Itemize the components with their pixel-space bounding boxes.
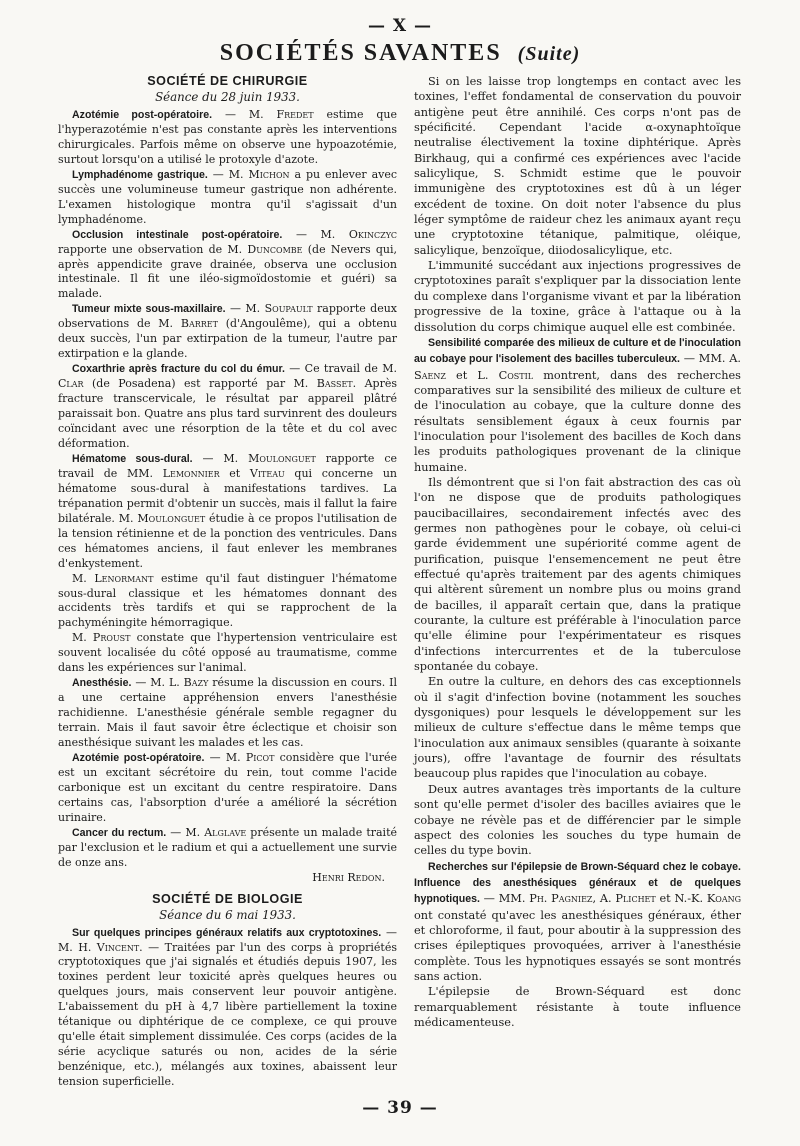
article-heading: Anesthésie. [72, 677, 132, 690]
text-run: — M. [204, 750, 246, 764]
text-run: montrent, dans des recherches comparatives sur la sensibilité des milieux de culture et de l'inoculation au cobaye, que la culture donne des résultats sensiblement égaux à ceux fournis par l'inoculation pour l'isolement des bacilles de Koch dans les produits pathologiques provenant de la clinique humaine. [414, 368, 741, 474]
page-title [0, 40, 800, 67]
article-paragraph [58, 228, 397, 303]
article-paragraph: Ils démontrent que si l'on fait abstraction des cas où l'on ne dispose que de produits pathologiques paucibacillaires, secondairement infectés avec des germes non pathogènes pour le cobaye, où celui-ci garde évidemment une supériorité comme agent de purification, puisque l'ensemencement ne peut être effectué qu'après traitement par des agents chimiques qui altèrent sûrement un nombre plus ou moins grand de bacilles, il apparaît certain que, dans la pratique courante, la culture est préférable à l'inoculation parce qu'elle élimine pour l'expérimentateur es risques d'infections intercurrentes et de la tuberculose spontanée du cobaye. [414, 475, 741, 674]
article-paragraph [58, 452, 397, 572]
article-heading: Recherches sur l'épilepsie de Brown-Séquard chez le cobaye. Influence des anesthésiques généraux et de quelques hypnotiques. [414, 860, 741, 906]
text-run: estime qu'il faut distinguer l'hématome sous-dural classique et les hématomes donnant des accidents très tardifs et qui se rapprochent de la pachyméningite hémorragique. [58, 571, 397, 630]
left-column [58, 74, 397, 1090]
author-name: Ph. Pagniez [529, 892, 593, 906]
author-name: Okinczyc [348, 227, 398, 241]
text-run: — M. [207, 167, 249, 181]
text-run: et [219, 466, 250, 480]
author-name: Moulonguet [248, 451, 316, 465]
text-run: rapporte deux observations de M. [58, 302, 398, 331]
right-column [414, 74, 741, 1030]
author-name: H. Vincent. [78, 940, 143, 954]
author-name: Barret [180, 317, 218, 331]
article-paragraph [58, 676, 397, 751]
article-paragraph [58, 826, 397, 871]
text-run: — M. [225, 302, 265, 316]
text-run: — M. [212, 108, 277, 121]
article-heading: Sensibilité comparée des milieux de culture et de l'inoculation au cobaye pour l'isolement des bacilles tuberculeux. [414, 336, 741, 366]
author-name: L. Bazy [168, 676, 209, 690]
article-heading: Lymphadénome gastrique. [72, 168, 208, 181]
text-run: constate que l'hypertension ventriculaire est souvent localisée du côté opposé au traumatisme, comme dans les expériences sur l'animal. [58, 631, 398, 675]
signature [58, 871, 397, 886]
author-name: Soupault [264, 302, 313, 316]
text-run: ont constaté qu'avec les anesthésiques généraux, éther et chloroforme, il faut, pour aboutir à la suppression des crises épileptiques provoquées, arriver à l'anesthésie complète. Tous les hypnotiques essayés se sont montrés sans action. [414, 908, 741, 983]
article-paragraph [58, 926, 397, 1090]
text-run: — M. [192, 451, 249, 465]
author-name: Moulonguet [137, 511, 206, 525]
article-paragraph: Deux autres avantages très importants de la culture sont qu'elle permet d'isoler des bacilles aviaires que le cobaye ne révèle pas et de différencier par le simple aspect des colonies les souches du type humain de celles du type bovin. [414, 782, 741, 858]
author-name: Fredet [276, 108, 314, 121]
text-run: et [445, 368, 478, 382]
article-paragraph [58, 362, 397, 452]
article-paragraph [414, 859, 741, 985]
article-heading: Azotémie post-opératoire. [72, 751, 205, 764]
article-paragraph [58, 168, 397, 228]
article-paragraph: L'épilepsie de Brown-Séquard est donc remarquablement résistante à toute influence médicamenteuse. [414, 985, 741, 1029]
text-run: rapporte ce travail de MM. [58, 451, 397, 480]
text-run: résume la discussion en cours. Il a une certaine appréhension envers l'anesthésie rachidienne. L'anesthésie générale semble regagner du terrain. Mais il faut savoir être éclectique et choisir son anesthésique suivant les malades et les cas. [58, 676, 398, 750]
text-run: a pu enlever avec succès une volumineuse tumeur gastrique non adhérente. L'examen histologique montra qu'il s'agissait d'un lymphadénome. [58, 167, 398, 226]
author-name: Picot [245, 750, 275, 764]
article-paragraph: Si on les laisse trop longtemps en contact avec les toxines, l'effet fondamental de conservation du pouvoir antigène peut être annihilé. Ces corps n'ont pas de spécificité. Cependant l'acide α-oxynaphtoïque neutralise électivement la toxine diphtérique. Après Birkhaug, qui a confirmé ces expériences avec l'acide salicylique, S. Schmidt estime que le pouvoir immunigène des cryptotoxines est dû à un léger excédent de toxine. On doit noter l'absence du plus léger symptôme de raideur chez les animaux ayant reçu une cryptotoxine tétanique, palmitique, oléique, salicylique, benzoïque, diiodosalicylique, etc. [414, 75, 741, 257]
text-run: — Ce travail de M. [284, 362, 397, 376]
text-run: (de Posadena) est rapporté par M. [83, 377, 317, 391]
text-run: — M. [282, 227, 349, 241]
article-heading: Tumeur mixte sous-maxillaire. [72, 303, 226, 316]
text-run: — MM. [680, 352, 730, 366]
author-name: Lenormant [94, 571, 154, 585]
article-heading: Occlusion intestinale post-opératoire. [72, 228, 283, 241]
author-name: Clar [58, 377, 84, 391]
author-name: A. Saenz [414, 352, 741, 382]
article-paragraph [58, 302, 397, 362]
article-paragraph [414, 335, 741, 475]
section-title-biologie: SOCIÉTÉ DE BIOLOGIE [152, 891, 303, 906]
article-heading: Sur quelques principes généraux relatifs aux cryptotoxines. [72, 926, 382, 939]
author-name: Viteau [249, 466, 285, 480]
text-run: — M. [166, 825, 205, 839]
article-paragraph [58, 751, 397, 826]
text-run: considère que l'urée est un excitant sécrétoire du rein, tout comme l'acide carbonique est un excitant du centre respiratoire. Dans certains cas, l'absorption d'urée a amélioré la sécrétion urinaire. [58, 750, 397, 824]
text-run: rapporte une observation de M. [58, 242, 248, 256]
text-run: (de Nevers qui, après appendicite grave drainée, observa une occlusion intestinale. Il fit une iléo-sigmoïdostomie et guéri) sa malade. [58, 242, 397, 301]
text-run: , [592, 892, 600, 906]
text-run: — M. [131, 676, 169, 690]
author-name: Duncombe [247, 242, 303, 256]
author-name: L. Costil [477, 368, 534, 382]
author-name: N.-K. Koang [674, 892, 741, 906]
text-run: (d'Angoulême), qui a obtenu deux succès, l'un par extirpation de la tumeur, l'autre par extirpation e la glande. [58, 317, 398, 361]
article-paragraph: En outre la culture, en dehors des cas exceptionnels où il s'agit d'infection bovine (notamment les souches dysgoniques) pour lesquels le développement sur les milieux de culture s'effectue dans le même temps que l'inoculation aux animaux sensibles (quarante à soixante jours), offre l'avantage de fournir des résultats beaucoup plus rapides que l'inoculation au cobaye. [414, 675, 741, 781]
article-paragraph [58, 108, 397, 168]
text-run: présente un malade traité par l'exclusion et le radium et qui a actuellement une survie de onze ans. [58, 825, 397, 869]
text-run: M. [72, 631, 93, 645]
page-title-suite: (Suite) [517, 43, 581, 65]
text-run: étudie à ce propos l'utilisation de la tension rétinienne et de la ponction des ventricules. Dans ces hématomes anciens, il faut enlever les membranes d'enkystement. [58, 511, 397, 570]
text-run: — Traitées par l'un des corps à propriétés cryptotoxiques que j'ai signalés et étudiés depuis 1907, les toxines perdent leur toxicité après quelques heures ou quelques jours, mais conservent leur pouvoir antigène. L'abaissement du pH à 4,7 libère partiellement la toxine tétanique ou diphtérique de ce complexe, ce qui prouve qu'elle était simplement dissimulée. Ces corps (acides de la série acyclique saturés ou non, acides de la série benzénique, etc.), mélangés aux toxines, abaissent leur tension superficielle. [58, 940, 398, 1089]
section-date-chirurgie: Séance du 28 juin 1933. [155, 90, 300, 104]
page-number: — 39 — [362, 1098, 438, 1118]
text-run: M. [72, 571, 95, 585]
article-paragraph [58, 631, 397, 676]
article-heading: Azotémie post-opératoire. [72, 109, 213, 121]
section-date-biologie: Séance du 6 mai 1933. [159, 907, 296, 922]
author-name: Alglave [204, 825, 247, 839]
text-run: estime que l'hyperazotémie n'est pas constante après les interventions chirurgicales. Parfois même on observe une hypoazotémie, surtout lorsqu'on a utilisé le protoxyle d'azote. [58, 108, 397, 166]
author-name: Lemonnier [162, 466, 220, 480]
article-heading: Coxarthrie après fracture du col du émur. [72, 363, 285, 376]
page-title-text: SOCIÉTÉS SAVANTES [219, 40, 502, 66]
text-run: — M. [58, 925, 397, 954]
article-paragraph [58, 572, 397, 632]
author-name: Proust [92, 631, 131, 645]
author-name: A. Plichet [599, 892, 656, 906]
article-paragraph: L'immunité succédant aux injections progressives de cryptotoxines paraît s'expliquer par la dissociation lente du complexe dans l'organisme vivant et par la libération progressive de la toxine, grâce à l'attaque ou à la dissolution du corps chimique auquel elle est combinée. [414, 259, 741, 334]
article-heading: Hématome sous-dural. [72, 452, 193, 465]
author-name: Michon [248, 167, 290, 181]
text-run: et [655, 892, 675, 906]
section-numeral: — X — [367, 16, 433, 36]
text-run: Après fracture transcervicale, le résultat par appareil plâtré paraissait bon. Quatre ans plus tard survinrent des douleurs coïncidant avec une résorption de la tête et du col avec déformation. [58, 377, 397, 450]
article-heading: Cancer du rectum. [72, 826, 167, 839]
signature-name: Henri Redon. [312, 870, 385, 884]
text-run: qui concerne un hématome sous-dural à manifestations tardives. La trépanation permit d'obtenir un succès, mais il fallut la faire bilatérale. M. [58, 466, 397, 525]
text-run: — MM. [479, 892, 530, 906]
author-name: Basset. [316, 377, 357, 391]
section-title-chirurgie: SOCIÉTÉ DE CHIRURGIE [147, 74, 308, 88]
